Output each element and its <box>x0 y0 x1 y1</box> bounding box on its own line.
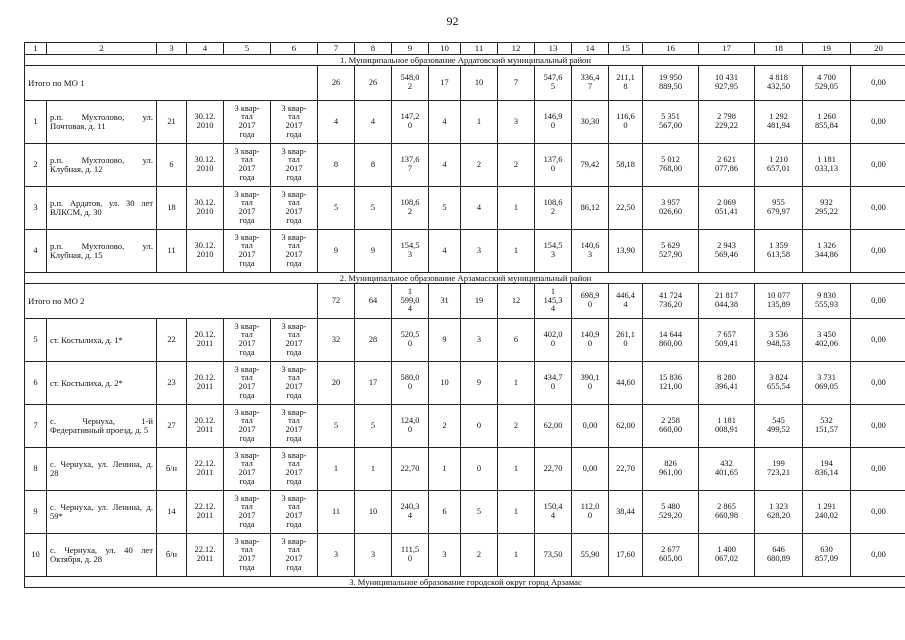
value-cell: 1 <box>498 491 535 534</box>
document-date: 20.12. 2011 <box>187 319 224 362</box>
value-cell: 2 798 229,22 <box>699 101 755 144</box>
column-number-cell: 12 <box>498 43 535 55</box>
total-value: 10 431 927,95 <box>699 66 755 101</box>
row-number: 6 <box>25 362 47 405</box>
value-cell: 1 181 008,91 <box>699 405 755 448</box>
column-number-cell: 18 <box>755 43 803 55</box>
section-title-row <box>25 577 905 588</box>
planned-date: 3 квар- тал 2017 года <box>224 534 271 577</box>
total-value: 0,00 <box>851 66 905 101</box>
value-cell: 14 644 860,00 <box>643 319 699 362</box>
table-row <box>25 362 905 405</box>
column-number-cell: 1 <box>25 43 47 55</box>
value-cell: 1 400 067,02 <box>699 534 755 577</box>
value-cell: 3 <box>461 230 498 273</box>
value-cell: 22,70 <box>609 448 643 491</box>
value-cell: 137,6 7 <box>392 144 429 187</box>
total-value: 12 <box>498 284 535 319</box>
total-value: 41 724 736,20 <box>643 284 699 319</box>
value-cell: 2 677 605,00 <box>643 534 699 577</box>
value-cell: 73,50 <box>535 534 572 577</box>
value-cell: 932 295,22 <box>803 187 851 230</box>
total-value: 72 <box>318 284 355 319</box>
total-value: 17 <box>429 66 461 101</box>
column-number-cell: 3 <box>157 43 187 55</box>
value-cell: 8 <box>318 144 355 187</box>
total-value: 19 <box>461 284 498 319</box>
row-number: 3 <box>25 187 47 230</box>
planned-date: 3 квар- тал 2017 года <box>224 362 271 405</box>
value-cell: 154,5 3 <box>535 230 572 273</box>
table-row <box>25 319 905 362</box>
address-cell: с. Чернуха, ул. Ленина, д. 59* <box>47 491 157 534</box>
value-cell: 2 943 569,46 <box>699 230 755 273</box>
document-date: 22.12. 2011 <box>187 534 224 577</box>
total-value: 4 818 432,50 <box>755 66 803 101</box>
column-number-cell: 17 <box>699 43 755 55</box>
value-cell: 140,6 3 <box>572 230 609 273</box>
value-cell: 5 <box>355 405 392 448</box>
value-cell: 22,70 <box>535 448 572 491</box>
value-cell: 5 480 529,20 <box>643 491 699 534</box>
column-number-cell: 9 <box>392 43 429 55</box>
planned-date: 3 квар- тал 2017 года <box>271 362 318 405</box>
value-cell: 6 <box>429 491 461 534</box>
column-number-cell: 15 <box>609 43 643 55</box>
column-number-cell: 7 <box>318 43 355 55</box>
value-cell: 0,00 <box>851 491 905 534</box>
value-cell: 6 <box>498 319 535 362</box>
value-cell: 20 <box>318 362 355 405</box>
value-cell: 0 <box>461 448 498 491</box>
value-cell: 5 <box>461 491 498 534</box>
value-cell: 1 326 344,86 <box>803 230 851 273</box>
table-row <box>25 491 905 534</box>
value-cell: 0,00 <box>851 362 905 405</box>
document-number: 14 <box>157 491 187 534</box>
value-cell: 4 <box>461 187 498 230</box>
page-number: 92 <box>446 14 459 28</box>
address-cell: р.п. Ардатов, ул. 30 лет ВЛКСМ, д. 30 <box>47 187 157 230</box>
value-cell: 402,0 0 <box>535 319 572 362</box>
value-cell: 2 <box>498 144 535 187</box>
planned-date: 3 квар- тал 2017 года <box>271 144 318 187</box>
document-date: 30.12. 2010 <box>187 230 224 273</box>
value-cell: 44,60 <box>609 362 643 405</box>
total-value: 64 <box>355 284 392 319</box>
total-value: 1 599,0 4 <box>392 284 429 319</box>
total-value: 7 <box>498 66 535 101</box>
column-number-cell: 11 <box>461 43 498 55</box>
value-cell: 1 210 657,01 <box>755 144 803 187</box>
value-cell: 13,90 <box>609 230 643 273</box>
value-cell: 4 <box>429 101 461 144</box>
value-cell: 79,42 <box>572 144 609 187</box>
planned-date: 3 квар- тал 2017 года <box>271 187 318 230</box>
total-row <box>25 284 905 319</box>
value-cell: 1 <box>498 230 535 273</box>
section-title-row <box>25 273 905 284</box>
total-value: 547,6 5 <box>535 66 572 101</box>
value-cell: 5 629 527,90 <box>643 230 699 273</box>
value-cell: 434,7 0 <box>535 362 572 405</box>
value-cell: 1 323 628,20 <box>755 491 803 534</box>
value-cell: 3 957 026,60 <box>643 187 699 230</box>
value-cell: 0,00 <box>851 187 905 230</box>
value-cell: 2 069 051,41 <box>699 187 755 230</box>
value-cell: 545 499,52 <box>755 405 803 448</box>
value-cell: 4 <box>318 101 355 144</box>
value-cell: 5 <box>318 187 355 230</box>
value-cell: 30,30 <box>572 101 609 144</box>
value-cell: 86,12 <box>572 187 609 230</box>
row-number: 1 <box>25 101 47 144</box>
value-cell: 10 <box>355 491 392 534</box>
table-row <box>25 405 905 448</box>
housing-program-table <box>24 42 905 588</box>
document-date: 22.12. 2011 <box>187 491 224 534</box>
value-cell: 17,60 <box>609 534 643 577</box>
value-cell: 1 359 613,58 <box>755 230 803 273</box>
total-value: 10 <box>461 66 498 101</box>
total-value: 9 830 555,93 <box>803 284 851 319</box>
value-cell: 1 <box>318 448 355 491</box>
column-number-cell: 4 <box>187 43 224 55</box>
value-cell: 22,50 <box>609 187 643 230</box>
column-number-cell: 10 <box>429 43 461 55</box>
row-number: 9 <box>25 491 47 534</box>
value-cell: 3 450 402,06 <box>803 319 851 362</box>
value-cell: 15 836 121,00 <box>643 362 699 405</box>
value-cell: 3 <box>461 319 498 362</box>
table-row <box>25 144 905 187</box>
value-cell: 7 657 509,41 <box>699 319 755 362</box>
value-cell: 8 <box>355 144 392 187</box>
value-cell: 9 <box>355 230 392 273</box>
total-value: 19 950 889,50 <box>643 66 699 101</box>
value-cell: 108,6 2 <box>392 187 429 230</box>
address-cell: с. Чернуха, ул. 40 лет Октября, д. 28 <box>47 534 157 577</box>
value-cell: 0,00 <box>851 319 905 362</box>
planned-date: 3 квар- тал 2017 года <box>224 319 271 362</box>
total-value: 31 <box>429 284 461 319</box>
value-cell: 3 <box>318 534 355 577</box>
value-cell: 2 <box>498 405 535 448</box>
value-cell: 3 <box>355 534 392 577</box>
table-row <box>25 187 905 230</box>
value-cell: 199 723,21 <box>755 448 803 491</box>
planned-date: 3 квар- тал 2017 года <box>271 101 318 144</box>
planned-date: 3 квар- тал 2017 года <box>224 187 271 230</box>
value-cell: 147,2 0 <box>392 101 429 144</box>
total-value: 26 <box>318 66 355 101</box>
address-cell: р.п. Мухтолово, ул. Клубная, д. 15 <box>47 230 157 273</box>
document-number: 23 <box>157 362 187 405</box>
row-number: 2 <box>25 144 47 187</box>
planned-date: 3 квар- тал 2017 года <box>224 405 271 448</box>
value-cell: 108,6 2 <box>535 187 572 230</box>
address-cell: ст. Костылиха, д. 2* <box>47 362 157 405</box>
value-cell: 3 536 948,53 <box>755 319 803 362</box>
value-cell: 22,70 <box>392 448 429 491</box>
value-cell: 826 961,00 <box>643 448 699 491</box>
document-date: 20.12. 2011 <box>187 362 224 405</box>
value-cell: 630 857,09 <box>803 534 851 577</box>
value-cell: 55,90 <box>572 534 609 577</box>
value-cell: 520,5 0 <box>392 319 429 362</box>
value-cell: 0,00 <box>572 405 609 448</box>
address-cell: ст. Костылиха, д. 1* <box>47 319 157 362</box>
planned-date: 3 квар- тал 2017 года <box>224 448 271 491</box>
value-cell: 5 012 768,00 <box>643 144 699 187</box>
value-cell: 1 <box>498 187 535 230</box>
value-cell: 955 679,97 <box>755 187 803 230</box>
section-title: 2. Муниципальное образование Арзамасский муниципальный район <box>25 273 905 284</box>
value-cell: 38,44 <box>609 491 643 534</box>
row-number: 8 <box>25 448 47 491</box>
planned-date: 3 квар- тал 2017 года <box>271 319 318 362</box>
value-cell: 3 <box>429 534 461 577</box>
value-cell: 0,00 <box>851 534 905 577</box>
value-cell: 0,00 <box>851 448 905 491</box>
document-date: 30.12. 2010 <box>187 187 224 230</box>
table-row <box>25 534 905 577</box>
document-date: 22.12. 2011 <box>187 448 224 491</box>
value-cell: 154,5 3 <box>392 230 429 273</box>
document-number: 11 <box>157 230 187 273</box>
value-cell: 4 <box>429 230 461 273</box>
column-number-cell: 20 <box>851 43 905 55</box>
value-cell: 0,00 <box>572 448 609 491</box>
value-cell: 0,00 <box>851 405 905 448</box>
row-number: 10 <box>25 534 47 577</box>
value-cell: 580,0 0 <box>392 362 429 405</box>
value-cell: 1 <box>355 448 392 491</box>
address-cell: р.п. Мухтолово, ул. Почтовая, д. 11 <box>47 101 157 144</box>
document-number: б/н <box>157 534 187 577</box>
planned-date: 3 квар- тал 2017 года <box>224 101 271 144</box>
value-cell: 112,0 0 <box>572 491 609 534</box>
address-cell: р.п. Мухтолово, ул. Клубная, д. 12 <box>47 144 157 187</box>
value-cell: 58,18 <box>609 144 643 187</box>
total-label: Итого по МО 1 <box>25 66 318 101</box>
value-cell: 1 <box>461 101 498 144</box>
value-cell: 5 351 567,00 <box>643 101 699 144</box>
value-cell: 3 <box>498 101 535 144</box>
value-cell: 140,9 0 <box>572 319 609 362</box>
value-cell: 32 <box>318 319 355 362</box>
value-cell: 2 <box>429 405 461 448</box>
table-row <box>25 101 905 144</box>
planned-date: 3 квар- тал 2017 года <box>224 230 271 273</box>
column-number-cell: 14 <box>572 43 609 55</box>
value-cell: 28 <box>355 319 392 362</box>
column-number-cell: 13 <box>535 43 572 55</box>
value-cell: 261,1 0 <box>609 319 643 362</box>
value-cell: 1 181 033,13 <box>803 144 851 187</box>
planned-date: 3 квар- тал 2017 года <box>271 534 318 577</box>
value-cell: 17 <box>355 362 392 405</box>
planned-date: 3 квар- тал 2017 года <box>271 405 318 448</box>
document-number: 6 <box>157 144 187 187</box>
column-number-cell: 19 <box>803 43 851 55</box>
planned-date: 3 квар- тал 2017 года <box>271 448 318 491</box>
document-number: б/н <box>157 448 187 491</box>
total-value: 4 700 529,05 <box>803 66 851 101</box>
document-date: 30.12. 2010 <box>187 144 224 187</box>
value-cell: 9 <box>429 319 461 362</box>
value-cell: 1 292 481,94 <box>755 101 803 144</box>
document-number: 21 <box>157 101 187 144</box>
document-number: 27 <box>157 405 187 448</box>
value-cell: 5 <box>355 187 392 230</box>
value-cell: 390,1 0 <box>572 362 609 405</box>
value-cell: 532 151,57 <box>803 405 851 448</box>
value-cell: 10 <box>429 362 461 405</box>
column-number-row <box>25 43 905 55</box>
value-cell: 1 260 855,84 <box>803 101 851 144</box>
total-value: 10 077 135,89 <box>755 284 803 319</box>
value-cell: 146,9 0 <box>535 101 572 144</box>
value-cell: 9 <box>461 362 498 405</box>
total-value: 211,1 8 <box>609 66 643 101</box>
table-row <box>25 230 905 273</box>
value-cell: 0,00 <box>851 101 905 144</box>
value-cell: 2 258 660,00 <box>643 405 699 448</box>
column-number-cell: 16 <box>643 43 699 55</box>
value-cell: 1 <box>429 448 461 491</box>
section-title: 3. Муниципальное образование городской округ город Арзамас <box>25 577 905 588</box>
total-value: 446,4 4 <box>609 284 643 319</box>
section-title: 1. Муниципальное образование Ардатовский муниципальный район <box>25 55 905 66</box>
document-number: 18 <box>157 187 187 230</box>
value-cell: 1 <box>498 448 535 491</box>
total-value: 336,4 7 <box>572 66 609 101</box>
total-value: 26 <box>355 66 392 101</box>
value-cell: 0 <box>461 405 498 448</box>
table-row <box>25 448 905 491</box>
column-number-cell: 5 <box>224 43 271 55</box>
value-cell: 5 <box>318 405 355 448</box>
document-date: 20.12. 2011 <box>187 405 224 448</box>
value-cell: 4 <box>355 101 392 144</box>
value-cell: 0,00 <box>851 144 905 187</box>
column-number-cell: 6 <box>271 43 318 55</box>
value-cell: 3 731 069,05 <box>803 362 851 405</box>
address-cell: с. Чернуха, 1-й Федеративный проезд, д. 5 <box>47 405 157 448</box>
value-cell: 240,3 4 <box>392 491 429 534</box>
value-cell: 11 <box>318 491 355 534</box>
column-number-cell: 2 <box>47 43 157 55</box>
total-value: 21 817 044,38 <box>699 284 755 319</box>
value-cell: 2 865 660,98 <box>699 491 755 534</box>
value-cell: 3 824 655,54 <box>755 362 803 405</box>
total-value: 548,0 2 <box>392 66 429 101</box>
value-cell: 432 401,65 <box>699 448 755 491</box>
total-label: Итого по МО 2 <box>25 284 318 319</box>
value-cell: 150,4 4 <box>535 491 572 534</box>
value-cell: 0,00 <box>851 230 905 273</box>
value-cell: 62,00 <box>535 405 572 448</box>
total-value: 0,00 <box>851 284 905 319</box>
document-number: 22 <box>157 319 187 362</box>
value-cell: 124,0 0 <box>392 405 429 448</box>
value-cell: 1 <box>498 534 535 577</box>
total-row <box>25 66 905 101</box>
section-title-row <box>25 55 905 66</box>
planned-date: 3 квар- тал 2017 года <box>271 230 318 273</box>
planned-date: 3 квар- тал 2017 года <box>224 144 271 187</box>
total-value: 1 145,3 4 <box>535 284 572 319</box>
value-cell: 116,6 0 <box>609 101 643 144</box>
value-cell: 2 621 077,86 <box>699 144 755 187</box>
row-number: 7 <box>25 405 47 448</box>
value-cell: 62,00 <box>609 405 643 448</box>
column-number-cell: 8 <box>355 43 392 55</box>
value-cell: 9 <box>318 230 355 273</box>
value-cell: 1 <box>498 362 535 405</box>
value-cell: 2 <box>461 144 498 187</box>
value-cell: 111,5 0 <box>392 534 429 577</box>
value-cell: 646 680,89 <box>755 534 803 577</box>
value-cell: 5 <box>429 187 461 230</box>
value-cell: 137,6 0 <box>535 144 572 187</box>
row-number: 5 <box>25 319 47 362</box>
address-cell: с. Чернуха, ул. Ленина, д. 28 <box>47 448 157 491</box>
value-cell: 4 <box>429 144 461 187</box>
value-cell: 1 291 240,02 <box>803 491 851 534</box>
value-cell: 194 836,14 <box>803 448 851 491</box>
document-date: 30.12. 2010 <box>187 101 224 144</box>
row-number: 4 <box>25 230 47 273</box>
value-cell: 2 <box>461 534 498 577</box>
planned-date: 3 квар- тал 2017 года <box>224 491 271 534</box>
value-cell: 8 280 396,41 <box>699 362 755 405</box>
total-value: 698,9 0 <box>572 284 609 319</box>
planned-date: 3 квар- тал 2017 года <box>271 491 318 534</box>
